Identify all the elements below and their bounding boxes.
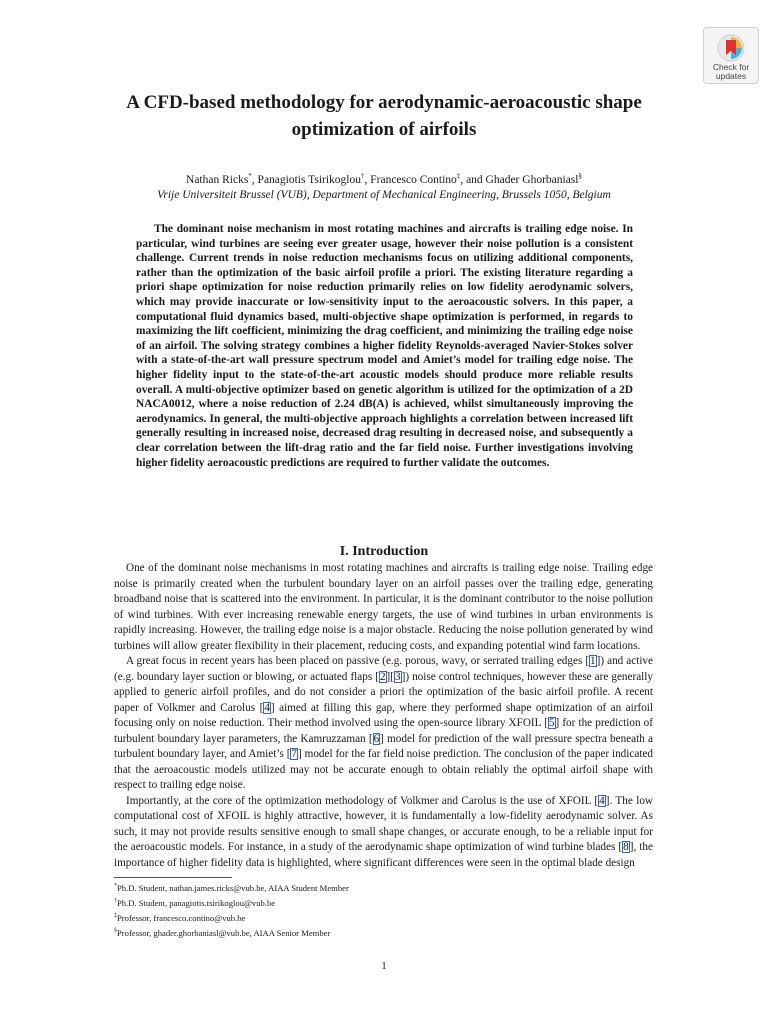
author-name: Francesco Contino — [370, 173, 457, 186]
check-for-updates-badge[interactable] — [703, 27, 759, 84]
author-mark: † — [361, 172, 365, 180]
footnote — [114, 880, 653, 895]
citation-link[interactable]: 5 — [548, 717, 555, 729]
body-paragraph: A great focus in recent years has been placed on passive (e.g. porous, wavy, or serrated trailing edges [1]) and active (e.g. boundary layer suction or blowing, or actuated flaps [2][3]) noise control techniques, however these are generally applied to generic airfoil profiles, and do not consider a priori the optimization of the basic airfoil profile. A recent paper of Volkmer and Carolus [4] aimed at filling this gap, where they performed shape optimization of an airfoil focusing only on noise reduction. Their method involved using the open-source library XFOIL [5] for the prediction of turbulent boundary layer parameters, the Kamruzzaman [6] model for prediction of the wall pressure spectra beneath a turbulent boundary layer, and Amiet’s [7] model for the far field noise prediction. The conclusion of the paper indicated that the aeroacoustic models utilized may not be accurate enough to obtain reliably the optimal airfoil shape with respect to trailing edge noise. — [114, 655, 654, 791]
author-mark: * — [248, 172, 252, 180]
badge-line-2: updates — [715, 71, 747, 81]
page-number: 1 — [381, 960, 387, 972]
body-paragraph: Importantly, at the core of the optimization methodology of Volkmer and Carolus is the use of XFOIL [4]. The low computational cost of XFOIL is highly attractive, however, it is fundamentally a low-fidelity aerodynamic solver. As such, it may not provide results sensitive enough to small shape changes, or accurate enough, to be a reliable input for the aeroacoustic models. For instance, in a study of the aerodynamic shape optimization of wind turbine blades [8], the importance of higher fidelity data is highlighted, where significant differences were seen in the optimal blade design — [114, 794, 653, 869]
footnote-text: Professor, francesco.contino@vub.be — [117, 912, 246, 923]
body-paragraph: One of the dominant noise mechanisms in most rotating machines and aircrafts is trailing edge noise. Trailing edge noise is primarily created when the turbulent boundary layer on an airfoil passes over the trailing edge, generating broadband noise that is scattered into the environment. In particular, it is the dominant contributor to the noise pollution of wind turbines. With ever increasing renewable energy targets, the use of wind turbines in urban environments is rapidly increasing. However, the trailing edge noise is a major obstacle. Reducing the noise pollution generated by wind turbines will allow greater flexibility in their placement, reducing costs, and expanding potential wind farm locations. — [114, 562, 653, 652]
footnote — [114, 895, 653, 910]
citation-link[interactable]: 6 — [373, 732, 380, 745]
author-name: Panagiotis Tsirikoglou — [257, 173, 361, 186]
footnote — [114, 925, 653, 940]
author-list — [84, 172, 684, 186]
footnote-text: Professor, ghader.ghorbaniasl@vub.be, AIAA Senior Member — [117, 927, 331, 938]
author-mark: ‡ — [456, 172, 461, 180]
author-name: Nathan Ricks — [186, 173, 249, 186]
citation-link[interactable]: 1 — [590, 655, 596, 667]
paper-title: A CFD-based methodology for aerodynamic-aeroacoustic shape optimization of airfoils — [126, 92, 642, 140]
footnote-text: Ph.D. Student, panagiotis.tsirikoglou@vub.be — [117, 897, 276, 908]
badge-line-1: Check for — [712, 62, 750, 72]
footnotes — [114, 880, 653, 939]
author-separator: , — [364, 173, 371, 186]
footnote-mark: * — [114, 883, 117, 889]
citation-link[interactable]: 2 — [379, 670, 386, 683]
author-separator: , and — [460, 173, 486, 186]
citation-link[interactable]: 3 — [395, 670, 401, 683]
footnote-mark: § — [114, 927, 117, 934]
abstract: The dominant noise mechanism in most rotating machines and aircrafts is trailing edge noise. In particular, wind turbines are seeing ever greater usage, however their noise pollution is a consistent challenge. Current trends in noise reduction mechanisms focus on utilizing additional components, rather than the optimization of the basic airfoil profile a priori. The existing literature regarding a priori shape optimization for noise reduction primarily relies on low fidelity aerodynamic solvers, which may provide inaccurate or low-sensitivity input to the aeroacoustic solvers. In this paper, a computational fluid dynamics based, multi-objective shape optimization is performed, in regards to maximizing the lift coefficient, minimizing the drag coefficient, and minimizing the trailing edge noise of an airfoil. The solving strategy combines a higher fidelity Reynolds-averaged Navier-Stokes solver with a state-of-the-art wall pressure spectrum model and Amiet’s model for trailing edge noise. The higher fidelity input to the state-of-the-art acoustic models should produce more reliable results overall. A multi-objective optimizer based on genetic algorithm is utilized for the optimization of a 2D NACA0012, where a noise reduction of 2.24 dB(A) is achieved, whilst simultaneously improving the aerodynamics. In general, the multi-objective approach highlights a correlation between increased lift generally resulting in increased noise, decreased drag resulting in decreased noise, and subsequently a clear correlation between the lift-drag ratio and the far field noise. Further investigations involving higher fidelity aeroacoustic predictions are required to further validate the outcomes. — [136, 223, 633, 469]
author-mark: § — [578, 172, 582, 180]
crossmark-icon — [716, 33, 746, 63]
author-name: Ghader Ghorbaniasl — [485, 173, 579, 186]
footnote-text: Ph.D. Student, nathan.james.ricks@vub.be, AIAA Student Member — [117, 882, 349, 893]
footnote-rule — [114, 877, 232, 878]
section-heading-introduction: I. Introduction — [339, 544, 429, 559]
citation-link[interactable]: 4 — [599, 794, 605, 807]
citation-link[interactable]: 8 — [623, 841, 629, 853]
citation-link[interactable]: 7 — [291, 748, 298, 760]
footnote-mark: † — [114, 897, 117, 904]
author-separator: , — [251, 173, 258, 186]
affiliation: Vrije Universiteit Brussel (VUB), Department of Mechanical Engineering, Brussels 1050, Belgium — [157, 189, 611, 201]
footnote-mark: ‡ — [114, 912, 117, 919]
footnote — [114, 910, 653, 925]
citation-link[interactable]: 4 — [264, 701, 270, 714]
introduction-body — [114, 561, 653, 871]
